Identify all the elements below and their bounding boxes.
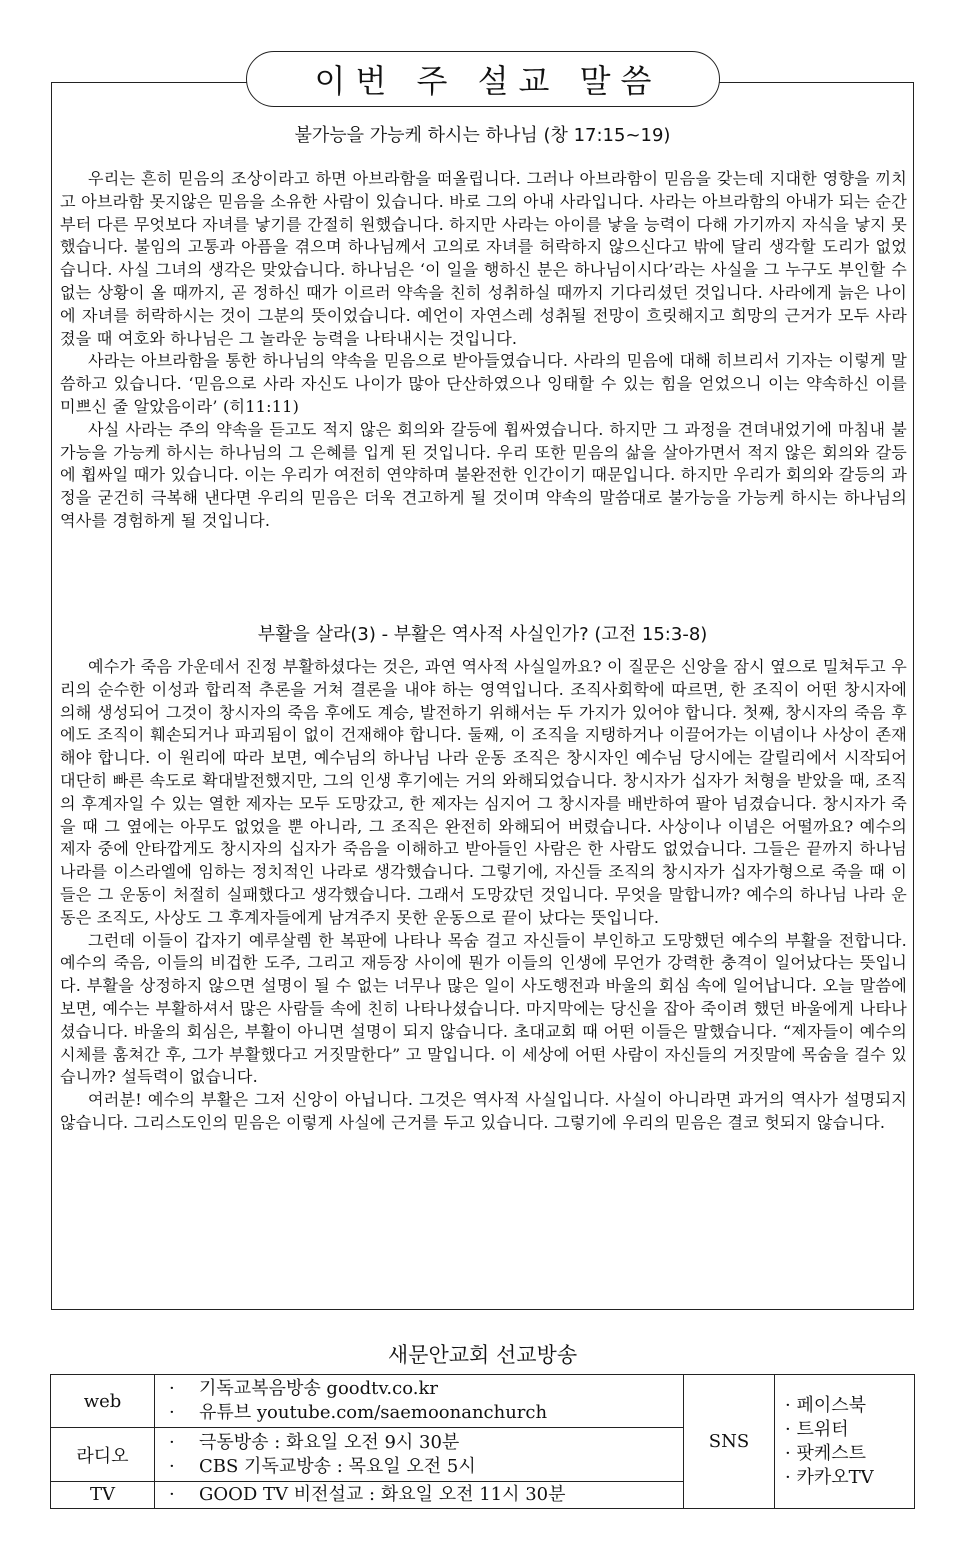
broadcast-table: [50, 1374, 915, 1509]
sermon1-paragraph: 사실 사라는 주의 약속을 듣고도 적지 않은 회의와 갈등에 휩싸였습니다. 하지만 그 과정을 견뎌내었기에 마침내 불가능을 가능케 하시는 하나님의 그 은혜를 입게 된 것입니다. 우리 또한 믿음의 삶을 살아가면서 적지 않은 회의와 갈등에 휩싸일 때가 있습니다. 이는 우리가 여전히 연약하며 불완전한 인간이기 때문입니다. 하지만 우리가 회의와 갈등의 과정을 굳건히 극복해 낸다면 우리의 믿음은 더욱 견고하게 될 것이며 약속의 말씀대로 불가능을 가능케 하시는 하나님의 역사를 경험하게 될 것입니다.: [60, 419, 907, 530]
sermon1-paragraph: 사라는 아브라함을 통한 하나님의 약속을 믿음으로 받아들였습니다. 사라의 믿음에 대해 히브리서 기자는 이렇게 말씀하고 있습니다. ‘믿음으로 사라 자신도 나이가 많아 단산하였으나 잉태할 수 있는 힘을 얻었으니 이는 약속하신 이를 미쁘신 줄 알았음이라’ (히11:11): [60, 351, 907, 416]
tv-lines: [155, 1481, 684, 1508]
broadcast-row-web: [51, 1375, 915, 1428]
page-title-tab: [246, 51, 720, 107]
broadcast-title: 새문안교회 선교방송: [387, 1343, 578, 1367]
web-line: · 유튜브 youtube.com/saemoonanchurch: [169, 1402, 548, 1424]
sermon2-title: 부활을 살라(3) - 부활은 역사적 사실인가? (고전 15:3-8): [257, 624, 708, 645]
sns-item: · 팟케스트: [785, 1442, 867, 1464]
sermon2-paragraph: 여러분! 예수의 부활은 그저 신앙이 아닙니다. 그것은 역사적 사실입니다. 사실이 아니라면 과거의 역사가 설명되지 않습니다. 그리스도인의 믿음은 이렇게 사실에 근거를 두고 있습니다. 그렇기에 우리의 믿음은 결코 헛되지 않습니다.: [60, 1090, 907, 1132]
sns-item: · 카카오TV: [785, 1466, 874, 1488]
radio-label: 라디오: [51, 1428, 155, 1481]
sns-label: SNS: [684, 1375, 775, 1509]
sns-item: · 트위터: [785, 1418, 849, 1440]
radio-line: · CBS 기독교방송 : 목요일 오전 5시: [169, 1455, 476, 1477]
radio-line: · 극동방송 : 화요일 오전 9시 30분: [169, 1431, 460, 1453]
page-title: 이번 주 설교 말씀: [314, 62, 662, 100]
sermon1-title: 불가능을 가능케 하시는 하나님 (창 17:15~19): [294, 125, 671, 146]
radio-lines: [155, 1428, 684, 1481]
tv-label: TV: [51, 1481, 155, 1508]
sermon2-paragraph: 예수가 죽음 가운데서 진정 부활하셨다는 것은, 과연 역사적 사실일까요? 이 질문은 신앙을 잠시 옆으로 밀쳐두고 우리의 순수한 이성과 합리적 추론을 거쳐 결론을 내야 하는 영역입니다. 조직사회학에 따르면, 한 조직이 어떤 창시자에 의해 생성되어 그것이 창시자의 죽음 후에도 계승, 발전하기 위해서는 두 가지가 있어야 합니다. 첫째, 창시자의 죽음 후에도 조직이 훼손되거나 파괴됨이 없이 건재해야 합니다. 둘째, 이 조직을 지탱하거나 이끌어가는 이념이나 사상이 존재해야 합니다. 이 원리에 따라 보면, 예수님의 하나님 나라 운동 조직은 창시자인 예수님 당시에는 갈릴리에서 시작되어 대단히 빠른 속도로 확대발전했지만, 그의 인생 후기에는 거의 와해되었습니다. 창시자가 십자가 처형을 받았을 때, 조직의 후계자일 수 있는 열한 제자는 모두 도망갔고, 한 제자는 심지어 그 창시자를 배반하여 팔아 넘겼습니다. 창시자가 죽을 때 그 옆에는 아무도 없었을 뿐 아니라, 그 조직은 완전히 와해되어 버렸습니다. 사상이나 이념은 어떨까요? 예수의 제자 중에 안타깝게도 창시자의 십자가 죽음을 이해하고 받아들인 사람은 한 사람도 없었습니다. 그들은 끝까지 하나님 나라를 이스라엘에 임하는 정치적인 나라로 생각했습니다. 그렇기에, 자신들 조직의 창시자가 십자가형으로 죽을 때 이들은 그 운동이 처절히 실패했다고 생각했습니다. 그래서 도망갔던 것입니다. 무엇을 말합니까? 예수의 하나님 나라 운동은 조직도, 사상도 그 후계자들에게 남겨주지 못한 운동으로 끝이 났다는 뜻입니다.: [60, 657, 907, 927]
web-lines: [155, 1375, 684, 1428]
tv-line: · GOOD TV 비전설교 : 화요일 오전 11시 30분: [169, 1483, 566, 1505]
sermon2-paragraph: 그런데 이들이 갑자기 예루살렘 한 복판에 나타나 목숨 걸고 자신들이 부인하고 도망했던 예수의 부활을 전합니다. 예수의 죽음, 이들의 비겁한 도주, 그리고 재등장 사이에 뭔가 이들의 인생에 무언가 강력한 충격이 일어났다는 뜻입니다. 부활을 상정하지 않으면 설명이 될 수 없는 너무나 많은 일이 사도행전과 바울의 회심 속에 일어납니다. 오늘 말씀에 보면, 예수는 부활하셔서 많은 사람들 속에 친히 나타나셨습니다. 마지막에는 당신을 잡아 죽이려 했던 바울에게 나타나셨습니다. 바울의 회심은, 부활이 아니면 설명이 되지 않습니다. 초대교회 때 어떤 이들은 말했습니다. “제자들이 예수의 시체를 훔쳐간 후, 그가 부활했다고 거짓말한다” 고 말입니다. 이 세상에 어떤 사람이 자신들의 거짓말에 목숨을 걸수 있습니까? 설득력이 없습니다.: [60, 930, 907, 1087]
sns-list: [775, 1375, 915, 1509]
web-line: · 기독교복음방송 goodtv.co.kr: [169, 1378, 438, 1400]
sermon1-paragraph: 우리는 흔히 믿음의 조상이라고 하면 아브라함을 떠올립니다. 그러나 아브라함이 믿음을 갖는데 지대한 영향을 끼치고 아브라함 못지않은 믿음을 소유한 사람이 있습니다. 바로 그의 아내 사라입니다. 사라는 아브라함의 아내가 되는 순간부터 다른 무엇보다 자녀를 낳기를 간절히 원했습니다. 하지만 사라는 아이를 낳을 능력이 다해 가기까지 자식을 낳지 못했습니다. 불임의 고통과 아픔을 겪으며 하나님께서 고의로 자녀를 허락하지 않으신다고 밖에 달리 생각할 도리가 없었습니다. 사실 그녀의 생각은 맞았습니다. 하나님은 ‘이 일을 행하신 분은 하나님이시다’라는 사실을 그 누구도 부인할 수 없는 상황이 올 때까지, 곧 정하신 때가 이르러 약속을 친히 성취하실 때까지 기다리셨던 것입니다. 사라에게 늙은 나이에 자녀를 허락하시는 것이 그분의 뜻이었습니다. 예언이 자연스레 성취될 전망이 흐릿해지고 희망의 근거가 모두 사라졌을 때 여호와 하나님은 그 놀라운 능력을 나타내시는 것입니다.: [60, 169, 907, 348]
web-label: web: [51, 1375, 155, 1428]
sermon2-body: [60, 656, 907, 1135]
sermon1-body: [60, 168, 907, 533]
sns-item: · 페이스북: [785, 1394, 867, 1416]
